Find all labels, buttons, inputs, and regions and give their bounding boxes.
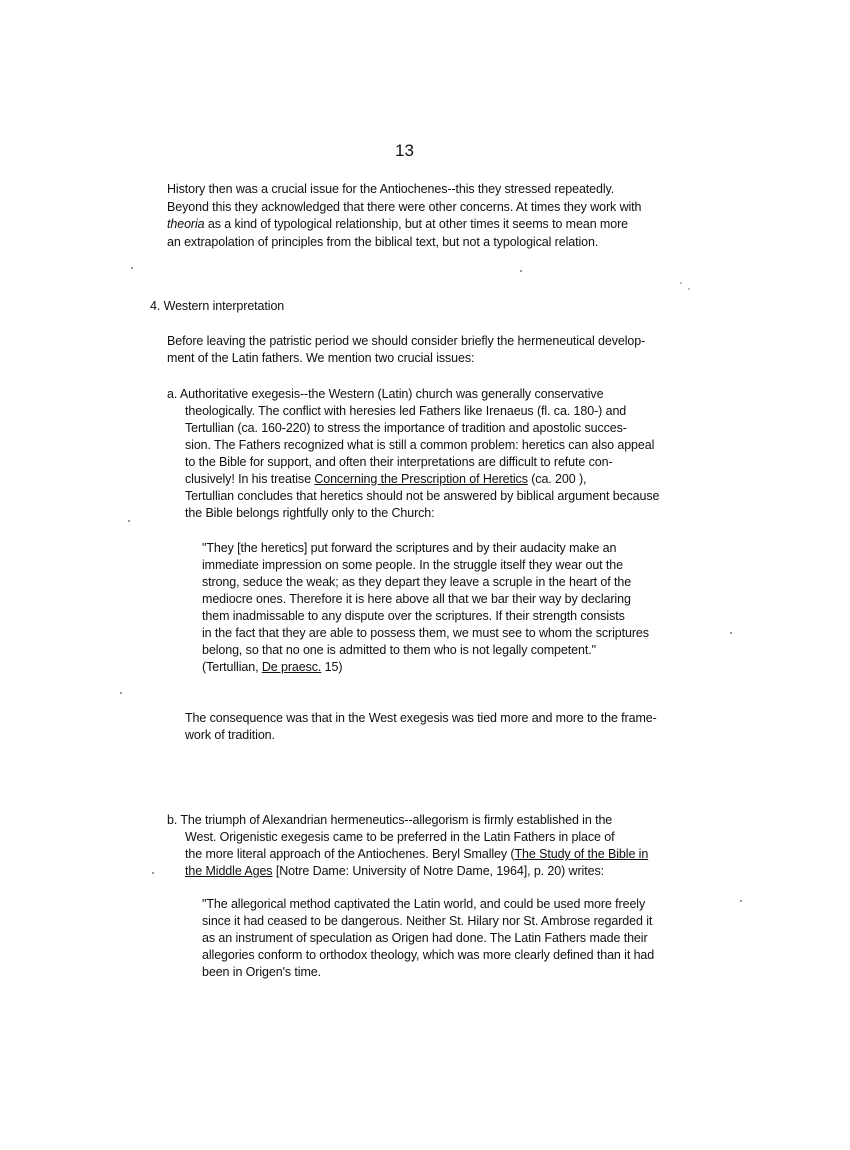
quote-b-line-5: been in Origen's time. (202, 965, 321, 979)
scan-speck (688, 288, 690, 290)
item-b-line-3 (185, 846, 648, 863)
consequence-line-1: The consequence was that in the West exegesis was tied more and more to the frame- (185, 711, 657, 725)
page-number: 13 (395, 141, 414, 160)
item-a-line-6 (185, 471, 586, 488)
scan-speck (680, 282, 682, 284)
book-title-part-2: the Middle Ages (185, 864, 273, 878)
quote-b-line-3: as an instrument of speculation as Origen had done. The Latin Fathers made their (202, 931, 648, 945)
item-a-line-6-pre: clusively! In his treatise (185, 472, 315, 486)
item-b-line-4 (185, 863, 604, 880)
scan-speck (520, 270, 522, 272)
item-a-line-6-post: (ca. 200 ), (527, 472, 587, 486)
section-para-line-1: Before leaving the patristic period we should consider briefly the hermeneutical develop- (167, 334, 646, 348)
quote-a-line-7: belong, so that no one is admitted to them who is not legally competent." (202, 643, 596, 657)
theoria-term: theoria (167, 217, 205, 231)
scan-speck (740, 900, 742, 902)
scan-speck (730, 632, 732, 634)
citation-title: De praesc. (261, 660, 322, 674)
item-a-line-3: Tertullian (ca. 160-220) to stress the importance of tradition and apostolic succes- (185, 421, 627, 435)
consequence-line-2: work of tradition. (185, 728, 275, 742)
quote-b-line-4: allegories conform to orthodox theology, which was more clearly defined than it had (202, 948, 655, 962)
intro-line-1: History then was a crucial issue for the Antiochenes--this they stressed repeatedly. (167, 182, 615, 196)
quote-a-line-6: in the fact that they are able to possess them, we must see to whom the scriptures (202, 626, 649, 640)
item-b-line-1: b. The triumph of Alexandrian hermeneutics--allegorism is firmly established in the (167, 813, 613, 827)
item-b-line-3-pre: the more literal approach of the Antiochenes. Beryl Smalley ( (185, 847, 515, 861)
section-heading: 4. Western interpretation (150, 299, 285, 313)
citation-pre: (Tertullian, (202, 660, 262, 674)
intro-line-3 (167, 216, 628, 233)
scan-speck (120, 692, 122, 694)
quote-a-line-5: them inadmissable to any dispute over the scriptures. If their strength consists (202, 609, 625, 623)
treatise-title: Concerning the Prescription of Heretics (314, 472, 528, 486)
section-para-line-2: ment of the Latin fathers. We mention two crucial issues: (167, 351, 475, 365)
quote-b-line-1: "The allegorical method captivated the Latin world, and could be used more freely (202, 897, 646, 911)
quote-a-line-2: immediate impression on some people. In the struggle itself they wear out the (202, 558, 623, 572)
quote-a-citation (202, 659, 342, 676)
citation-post: 15) (321, 660, 343, 674)
book-title-part-1: The Study of the Bible in (514, 847, 649, 861)
item-a-line-4: sion. The Fathers recognized what is still a common problem: heretics can also appeal (185, 438, 655, 452)
item-a-line-5: to the Bible for support, and often their interpretations are difficult to refute con- (185, 455, 613, 469)
scan-speck (131, 267, 133, 269)
item-b-line-2: West. Origenistic exegesis came to be preferred in the Latin Fathers in place of (185, 830, 615, 844)
quote-a-line-4: mediocre ones. Therefore it is here above all that we bar their way by declaring (202, 592, 631, 606)
intro-line-2: Beyond this they acknowledged that there were other concerns. At times they work with (167, 200, 642, 214)
item-a-line-1: a. Authoritative exegesis--the Western (Latin) church was generally conservative (167, 387, 604, 401)
item-a-line-7: Tertullian concludes that heretics should not be answered by biblical argument because (185, 489, 660, 503)
scan-speck (128, 520, 130, 522)
quote-b-line-2: since it had ceased to be dangerous. Neither St. Hilary nor St. Ambrose regarded it (202, 914, 653, 928)
quote-a-line-1: "They [the heretics] put forward the scriptures and by their audacity make an (202, 541, 617, 555)
intro-line-3-text: as a kind of typological relationship, but at other times it seems to mean more (204, 217, 628, 231)
item-a-line-8: the Bible belongs rightfully only to the Church: (185, 506, 435, 520)
quote-a-line-3: strong, seduce the weak; as they depart they leave a scruple in the heart of the (202, 575, 632, 589)
item-b-line-4-post: [Notre Dame: University of Notre Dame, 1964], p. 20) writes: (272, 864, 604, 878)
item-a-line-2: theologically. The conflict with heresies led Fathers like Irenaeus (fl. ca. 180-) and (185, 404, 627, 418)
intro-line-4: an extrapolation of principles from the biblical text, but not a typological relation. (167, 235, 599, 249)
scan-speck (152, 872, 154, 874)
